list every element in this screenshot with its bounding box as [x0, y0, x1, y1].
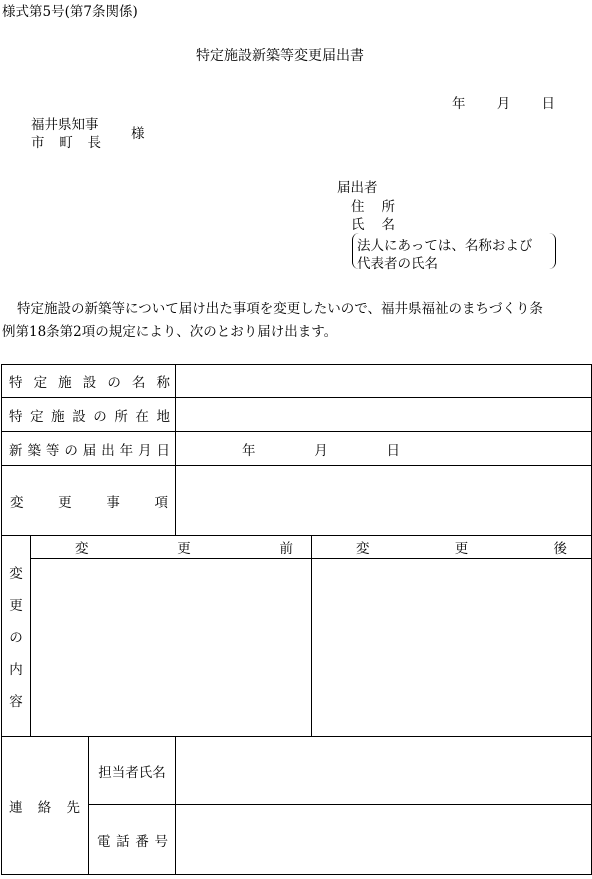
filing-date-field[interactable] — [176, 432, 592, 466]
form-number: 様式第5号(第7条関係) — [2, 4, 138, 20]
addressee-mayor — [31, 131, 101, 151]
facility-location-field[interactable] — [176, 398, 592, 432]
notifier-name-label — [351, 213, 395, 233]
mayor-char: 市 — [31, 135, 45, 151]
filing-day: 日 — [386, 442, 401, 459]
name-char: 氏 — [351, 217, 365, 233]
date-year: 年 — [452, 96, 466, 112]
address-char: 住 — [351, 199, 365, 215]
after-change-header: 変 更 後 — [312, 536, 592, 559]
change-notification-table — [1, 364, 592, 875]
facility-name-field[interactable] — [176, 365, 592, 398]
body-text-line2: 例第18条第2項の規定により、次のとおり届け出ます。 — [2, 324, 338, 340]
phone-number-label: 電 話 番 号 — [89, 805, 176, 875]
addressee-honorific: 様 — [131, 126, 145, 142]
mayor-char: 町 — [59, 135, 73, 151]
change-item-field[interactable] — [176, 466, 592, 536]
person-in-charge-label: 担当者氏名 — [89, 737, 176, 805]
document-title: 特定施設新築等変更届出書 — [196, 48, 364, 64]
after-change-field[interactable] — [312, 559, 592, 737]
change-content-label: 変 更 の 内 容 — [2, 536, 31, 737]
addressee-governor: 福井県知事 — [31, 117, 99, 133]
mayor-char: 長 — [87, 135, 101, 151]
change-item-label: 変 更 事 項 — [2, 466, 176, 536]
corporation-note-line2: 代表者の氏名 — [357, 256, 438, 272]
filing-date-label: 新 築 等 の 届 出 年 月 日 — [2, 432, 176, 466]
corporation-note-line1: 法人にあっては、名称および — [357, 238, 533, 254]
address-char: 所 — [381, 199, 395, 215]
facility-name-label: 特 定 施 設 の 名 称 — [2, 365, 176, 398]
contact-label: 連 絡 先 — [2, 737, 89, 875]
person-in-charge-field[interactable] — [176, 737, 592, 805]
before-change-field[interactable] — [31, 559, 312, 737]
facility-location-label: 特 定 施 設 の 所 在 地 — [2, 398, 176, 432]
filing-year: 年 — [242, 442, 256, 459]
phone-number-field[interactable] — [176, 805, 592, 875]
name-char: 名 — [381, 217, 395, 233]
body-text-line1: 特定施設の新築等について届け出た事項を変更したいので、福井県福祉のまちづくり条 — [17, 301, 543, 317]
notifier-address-label — [351, 195, 395, 215]
filing-month: 月 — [314, 442, 328, 459]
notifier-heading: 届出者 — [337, 180, 378, 196]
before-change-header: 変 更 前 — [31, 536, 312, 559]
date-line — [452, 92, 555, 112]
date-day: 日 — [541, 96, 555, 112]
date-month: 月 — [496, 96, 511, 112]
